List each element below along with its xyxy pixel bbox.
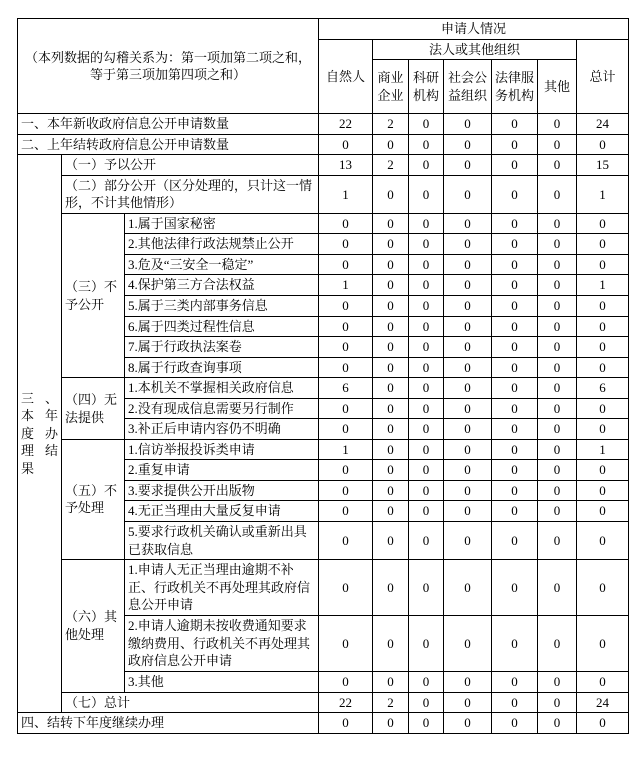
value-cell: 0 — [577, 419, 629, 440]
value-cell: 0 — [444, 616, 492, 672]
value-cell: 0 — [538, 672, 577, 693]
value-cell: 0 — [409, 296, 444, 317]
value-cell: 0 — [409, 522, 444, 560]
value-cell: 0 — [409, 213, 444, 234]
value-cell: 0 — [319, 560, 373, 616]
value-cell: 0 — [444, 378, 492, 399]
value-cell: 0 — [577, 316, 629, 337]
value-cell: 0 — [444, 692, 492, 713]
value-cell: 0 — [409, 316, 444, 337]
row-label-unable-item: 3.补正后申请内容仍不明确 — [125, 419, 319, 440]
value-cell: 0 — [444, 254, 492, 275]
value-cell: 1 — [319, 175, 373, 213]
value-cell: 0 — [492, 460, 538, 481]
value-cell: 0 — [492, 692, 538, 713]
header-legal-or-other-org: 法人或其他组织 — [373, 39, 577, 60]
value-cell: 0 — [373, 398, 409, 419]
value-cell: 0 — [577, 522, 629, 560]
value-cell: 0 — [577, 213, 629, 234]
corner-note: （本列数据的勾稽关系为：第一项加第二项之和，等于第三项加第四项之和） — [18, 19, 319, 114]
value-cell: 1 — [577, 439, 629, 460]
value-cell: 2 — [373, 114, 409, 135]
value-cell: 0 — [538, 337, 577, 358]
value-cell: 0 — [577, 254, 629, 275]
row-label-carried-from-last-year: 二、上年结转政府信息公开申请数量 — [18, 134, 319, 155]
value-cell: 0 — [538, 316, 577, 337]
value-cell: 0 — [444, 234, 492, 255]
value-cell: 0 — [373, 357, 409, 378]
value-cell: 0 — [538, 713, 577, 734]
value-cell: 0 — [409, 616, 444, 672]
row-label-other-handling-item: 1.申请人无正当理由逾期不补正、行政机关不再处理其政府信息公开申请 — [125, 560, 319, 616]
row-label-refused-item: 3.危及“三安全一稳定” — [125, 254, 319, 275]
value-cell: 0 — [409, 460, 444, 481]
value-cell: 0 — [409, 175, 444, 213]
header-legal-service: 法律服务机构 — [492, 60, 538, 114]
value-cell: 0 — [538, 692, 577, 713]
row-label-not-processed-item: 2.重复申请 — [125, 460, 319, 481]
value-cell: 0 — [444, 398, 492, 419]
value-cell: 0 — [492, 672, 538, 693]
value-cell: 0 — [373, 378, 409, 399]
value-cell: 0 — [319, 234, 373, 255]
value-cell: 0 — [373, 480, 409, 501]
value-cell: 0 — [577, 296, 629, 317]
value-cell: 0 — [444, 522, 492, 560]
value-cell: 0 — [444, 296, 492, 317]
value-cell: 0 — [444, 134, 492, 155]
value-cell: 0 — [373, 560, 409, 616]
value-cell: 0 — [409, 134, 444, 155]
value-cell: 0 — [538, 234, 577, 255]
value-cell: 0 — [538, 501, 577, 522]
value-cell: 0 — [492, 522, 538, 560]
row-label-refused-item: 4.保护第三方合法权益 — [125, 275, 319, 296]
disclosure-statistics-table — [17, 18, 629, 734]
value-cell: 0 — [577, 460, 629, 481]
value-cell: 0 — [409, 234, 444, 255]
value-cell: 0 — [409, 337, 444, 358]
header-research: 科研机构 — [409, 60, 444, 114]
value-cell: 0 — [319, 672, 373, 693]
value-cell: 0 — [319, 522, 373, 560]
value-cell: 0 — [492, 134, 538, 155]
row-label-unable-item: 2.没有现成信息需要另行制作 — [125, 398, 319, 419]
value-cell: 0 — [409, 254, 444, 275]
value-cell: 24 — [577, 114, 629, 135]
value-cell: 0 — [444, 439, 492, 460]
value-cell: 0 — [409, 672, 444, 693]
value-cell: 0 — [373, 254, 409, 275]
value-cell: 0 — [444, 672, 492, 693]
value-cell: 0 — [409, 480, 444, 501]
value-cell: 2 — [373, 155, 409, 176]
value-cell: 1 — [577, 275, 629, 296]
value-cell: 0 — [538, 398, 577, 419]
value-cell: 0 — [373, 316, 409, 337]
value-cell: 0 — [409, 439, 444, 460]
value-cell: 0 — [319, 398, 373, 419]
value-cell: 0 — [492, 254, 538, 275]
row-label-subtotal: （七）总计 — [62, 692, 319, 713]
value-cell: 0 — [319, 713, 373, 734]
value-cell: 0 — [577, 398, 629, 419]
group-label-refused: （三）不予公开 — [62, 213, 125, 377]
value-cell: 0 — [373, 501, 409, 522]
value-cell: 0 — [538, 296, 577, 317]
value-cell: 0 — [538, 522, 577, 560]
value-cell: 0 — [319, 134, 373, 155]
value-cell: 0 — [577, 234, 629, 255]
value-cell: 0 — [373, 439, 409, 460]
value-cell: 0 — [492, 480, 538, 501]
value-cell: 0 — [409, 419, 444, 440]
value-cell: 0 — [319, 337, 373, 358]
value-cell: 0 — [492, 316, 538, 337]
value-cell: 0 — [492, 616, 538, 672]
row-label-not-processed-item: 3.要求提供公开出版物 — [125, 480, 319, 501]
value-cell: 1 — [577, 175, 629, 213]
value-cell: 0 — [409, 713, 444, 734]
row-label-not-processed-item: 5.要求行政机关确认或重新出具已获取信息 — [125, 522, 319, 560]
value-cell: 0 — [444, 480, 492, 501]
value-cell: 0 — [492, 357, 538, 378]
value-cell: 0 — [492, 501, 538, 522]
value-cell: 0 — [319, 213, 373, 234]
value-cell: 0 — [444, 155, 492, 176]
header-total: 总计 — [577, 39, 629, 114]
row-label-refused-item: 7.属于行政执法案卷 — [125, 337, 319, 358]
value-cell: 0 — [444, 419, 492, 440]
value-cell: 22 — [319, 692, 373, 713]
value-cell: 13 — [319, 155, 373, 176]
value-cell: 0 — [373, 522, 409, 560]
value-cell: 0 — [373, 134, 409, 155]
value-cell: 0 — [319, 460, 373, 481]
value-cell: 0 — [444, 114, 492, 135]
value-cell: 0 — [577, 672, 629, 693]
value-cell: 0 — [577, 560, 629, 616]
row-label-other-handling-item: 3.其他 — [125, 672, 319, 693]
value-cell: 0 — [577, 134, 629, 155]
value-cell: 0 — [538, 419, 577, 440]
row-label-new-this-year: 一、本年新收政府信息公开申请数量 — [18, 114, 319, 135]
value-cell: 0 — [373, 672, 409, 693]
value-cell: 0 — [492, 398, 538, 419]
value-cell: 0 — [409, 692, 444, 713]
row-label-partially-granted: （二）部分公开（区分处理的，只计这一情形，不计其他情形） — [62, 175, 319, 213]
header-business: 商业企业 — [373, 60, 409, 114]
row-label-refused-item: 8.属于行政查询事项 — [125, 357, 319, 378]
value-cell: 0 — [492, 155, 538, 176]
value-cell: 0 — [577, 713, 629, 734]
value-cell: 0 — [319, 254, 373, 275]
value-cell: 0 — [444, 213, 492, 234]
value-cell: 0 — [373, 234, 409, 255]
row-label-granted: （一）予以公开 — [62, 155, 319, 176]
value-cell: 0 — [444, 357, 492, 378]
value-cell: 0 — [577, 357, 629, 378]
row-label-not-processed-item: 1.信访举报投诉类申请 — [125, 439, 319, 460]
value-cell: 0 — [492, 175, 538, 213]
value-cell: 0 — [492, 419, 538, 440]
value-cell: 0 — [538, 254, 577, 275]
row-label-unable-item: 1.本机关不掌握相关政府信息 — [125, 378, 319, 399]
value-cell: 0 — [538, 175, 577, 213]
value-cell: 0 — [319, 296, 373, 317]
value-cell: 0 — [373, 213, 409, 234]
value-cell: 0 — [492, 560, 538, 616]
value-cell: 0 — [444, 275, 492, 296]
value-cell: 0 — [492, 213, 538, 234]
value-cell: 0 — [444, 501, 492, 522]
value-cell: 0 — [373, 419, 409, 440]
header-other: 其他 — [538, 60, 577, 114]
value-cell: 0 — [409, 378, 444, 399]
value-cell: 0 — [538, 439, 577, 460]
row-label-refused-item: 2.其他法律行政法规禁止公开 — [125, 234, 319, 255]
value-cell: 0 — [538, 616, 577, 672]
header-natural-person: 自然人 — [319, 39, 373, 114]
value-cell: 0 — [538, 378, 577, 399]
value-cell: 6 — [577, 378, 629, 399]
value-cell: 0 — [492, 378, 538, 399]
value-cell: 0 — [319, 501, 373, 522]
value-cell: 0 — [373, 337, 409, 358]
value-cell: 1 — [319, 439, 373, 460]
value-cell: 0 — [409, 155, 444, 176]
value-cell: 0 — [538, 213, 577, 234]
value-cell: 0 — [373, 713, 409, 734]
value-cell: 0 — [492, 114, 538, 135]
header-applicant-situation: 申请人情况 — [319, 19, 629, 40]
value-cell: 0 — [319, 616, 373, 672]
value-cell: 0 — [577, 616, 629, 672]
row-label-other-handling-item: 2.申请人逾期未按收费通知要求缴纳费用、行政机关不再处理其政府信息公开申请 — [125, 616, 319, 672]
value-cell: 2 — [373, 692, 409, 713]
value-cell: 6 — [319, 378, 373, 399]
value-cell: 0 — [319, 316, 373, 337]
value-cell: 0 — [444, 460, 492, 481]
value-cell: 0 — [538, 275, 577, 296]
value-cell: 0 — [373, 460, 409, 481]
row-label-not-processed-item: 4.无正当理由大量反复申请 — [125, 501, 319, 522]
value-cell: 0 — [409, 114, 444, 135]
value-cell: 0 — [538, 480, 577, 501]
group-label-other-handling: （六）其他处理 — [62, 560, 125, 693]
value-cell: 0 — [444, 713, 492, 734]
value-cell: 0 — [409, 560, 444, 616]
value-cell: 0 — [577, 480, 629, 501]
value-cell: 0 — [444, 175, 492, 213]
value-cell: 0 — [492, 296, 538, 317]
row-label-refused-item: 1.属于国家秘密 — [125, 213, 319, 234]
value-cell: 0 — [319, 480, 373, 501]
value-cell: 0 — [538, 114, 577, 135]
value-cell: 0 — [373, 275, 409, 296]
row-label-refused-item: 5.属于三类内部事务信息 — [125, 296, 319, 317]
value-cell: 0 — [538, 357, 577, 378]
value-cell: 0 — [409, 275, 444, 296]
group-label-not-processed: （五）不予处理 — [62, 439, 125, 559]
value-cell: 0 — [492, 234, 538, 255]
value-cell: 0 — [409, 501, 444, 522]
value-cell: 1 — [319, 275, 373, 296]
group-label-unable-to-provide: （四）无法提供 — [62, 378, 125, 440]
value-cell: 22 — [319, 114, 373, 135]
value-cell: 0 — [409, 398, 444, 419]
value-cell: 0 — [444, 560, 492, 616]
row-label-refused-item: 6.属于四类过程性信息 — [125, 316, 319, 337]
value-cell: 0 — [409, 357, 444, 378]
value-cell: 0 — [319, 419, 373, 440]
value-cell: 0 — [373, 175, 409, 213]
section-label-results-this-year: 三、本年度办理结果 — [18, 155, 62, 713]
value-cell: 24 — [577, 692, 629, 713]
value-cell: 0 — [444, 316, 492, 337]
header-social-welfare: 社会公益组织 — [444, 60, 492, 114]
row-label-carried-to-next-year: 四、结转下年度继续办理 — [18, 713, 319, 734]
value-cell: 0 — [577, 337, 629, 358]
value-cell: 0 — [319, 357, 373, 378]
value-cell: 0 — [492, 337, 538, 358]
value-cell: 0 — [577, 501, 629, 522]
value-cell: 0 — [538, 155, 577, 176]
value-cell: 0 — [538, 560, 577, 616]
value-cell: 0 — [492, 713, 538, 734]
value-cell: 0 — [492, 275, 538, 296]
value-cell: 0 — [373, 616, 409, 672]
value-cell: 0 — [538, 134, 577, 155]
value-cell: 15 — [577, 155, 629, 176]
value-cell: 0 — [373, 296, 409, 317]
value-cell: 0 — [444, 337, 492, 358]
value-cell: 0 — [538, 460, 577, 481]
value-cell: 0 — [492, 439, 538, 460]
